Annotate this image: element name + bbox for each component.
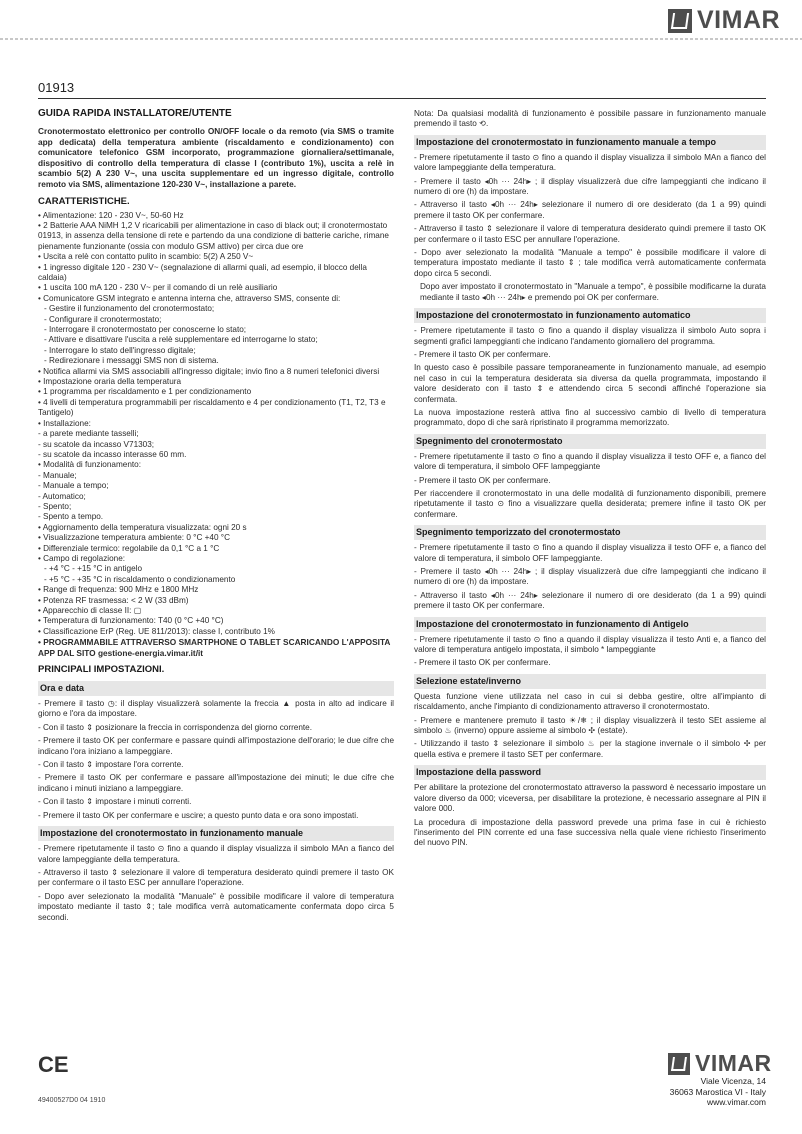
list-item: - Manuale a tempo;	[38, 481, 109, 491]
section-header-off: Spegnimento del cronotermostato	[414, 434, 766, 449]
section-text: - Premere il tasto OK per confermare e passare all'impostazione dei minuti; le due cifre che indicano i minuti iniziano a lampeggiare.	[38, 773, 394, 793]
list-item: - Spento;	[38, 501, 72, 511]
vimar-logo	[668, 6, 780, 35]
intro-paragraph: Cronotermostato elettronico per controllo ON/OFF locale o da remoto (via SMS o tramite app dedicata) della temperatura ambiente (riscaldamento e condizionamento) con comunicatore telefonico GSM incorporato, programmazione giornaliera/settimanale, dispositivo di controllo della temperatura di classe I (contributo 1%), uscita a relè in scambio 5(2) A 230 V~, una uscita supplementare ed un ingresso digitale, controllo remoto via SMS, alimentazione 120-230 V~, installazione a parete.	[38, 126, 394, 189]
section-text: - Premere e mantenere premuto il tasto ☀/❄ ; il display visualizzerà il testo SEt assieme al simbolo ♨ (inverno) oppure assieme al simbolo ✣ (estate).	[414, 715, 766, 736]
section-text: - Attraverso il tasto ⇕ selezionare il valore di temperatura desiderato quindi premere il tasto OK per confermare o il tasto ESC per annullare l'operazione.	[38, 867, 394, 888]
section-text: - Premere il tasto OK per confermare.	[414, 658, 551, 668]
section-header-automatic: Impostazione del cronotermostato in funzionamento automatico	[414, 308, 766, 323]
list-item: • Uscita a relè con contatto pulito in scambio: 5(2) A 250 V~	[38, 252, 254, 262]
section-header-manual: Impostazione del cronotermostato in funzionamento manuale	[38, 826, 394, 841]
list-item: - Interrogare il cronotermostato per conoscerne lo stato;	[44, 325, 247, 335]
section-header-manual-timed: Impostazione del cronotermostato in funzionamento manuale a tempo	[414, 135, 766, 150]
list-item: • Classificazione ErP (Reg. UE 811/2013): classe I, contributo 1%	[38, 626, 275, 636]
document-code: 01913	[38, 80, 75, 95]
website-link[interactable]: www.vimar.com	[706, 1097, 766, 1107]
list-item: - Interrogare lo stato dell'ingresso digitale;	[44, 345, 196, 355]
section-text: - Premere ripetutamente il tasto ⊙ fino a quando il display visualizza il simbolo MAn a fianco del valore lampeggiante della temperatura.	[414, 152, 766, 173]
app-note: • PROGRAMMABILE ATTRAVERSO SMARTPHONE O TABLET SCARICANDO L'APPOSITA APP DAL SITO gestione-energia.vimar.it/it	[38, 637, 391, 658]
section-text: - Con il tasto ⇕ impostare i minuti correnti.	[38, 797, 192, 807]
list-item: • Range di frequenza: 900 MHz e 1800 MHz	[38, 585, 199, 595]
list-item: • Temperatura di funzionamento: T40 (0 °C +40 °C)	[38, 616, 224, 626]
list-item: - a parete mediante tasselli;	[38, 429, 139, 439]
vimar-logo-footer	[668, 1050, 772, 1077]
list-item: • Notifica allarmi via SMS associabili all'ingresso digitale; invio fino a 8 numeri telefonici diversi	[38, 366, 380, 376]
list-item: • 1 programma per riscaldamento e 1 per condizionamento	[38, 387, 252, 397]
right-column	[414, 108, 766, 852]
characteristics-title: CARATTERISTICHE.	[38, 195, 130, 207]
section-text: - Dopo aver selezionato la modalità "Manuale a tempo" è possibile modificare il valore di temperatura impostato mediante il tasto ⇕ ; tale modifica verrà automaticamente confermata dopo circa 5 secondi.	[414, 248, 766, 278]
company-address	[670, 1076, 766, 1108]
section-text: - Con il tasto ⇕ posizionare la freccia in corrispondenza del giorno corrente.	[38, 722, 313, 732]
list-item: • Potenza RF trasmessa: < 2 W (33 dBm)	[38, 595, 189, 605]
list-item: • Alimentazione: 120 - 230 V~, 50-60 Hz	[38, 210, 184, 220]
section-text: - Premere il tasto ◷: il display visualizzerà solamente la freccia ▲ posta in alto ad indicare il giorno e l'ora da impostare.	[38, 699, 394, 719]
guide-title: GUIDA RAPIDA INSTALLATORE/UTENTE	[38, 108, 232, 119]
vimar-logo-icon	[668, 1053, 690, 1075]
list-item: • 1 ingresso digitale 120 - 230 V~ (segnalazione di allarmi quali, ad esempio, il blocco della caldaia)	[38, 262, 367, 282]
section-text: La nuova impostazione resterà attiva fino al successivo cambio di livello di temperatura programmato, dopo di che sarà ripristinato il programma memorizzato.	[414, 407, 766, 428]
note-text: Nota: Da qualsiasi modalità di funzionamento è possibile passare in funzionamento manuale premendo il tasto ⟲.	[414, 109, 766, 129]
vimar-logo-icon	[668, 9, 692, 33]
list-item: • Campo di regolazione:	[38, 553, 126, 563]
list-item: - Automatico;	[38, 491, 86, 501]
header-stripe	[0, 38, 802, 40]
section-header-timed-off: Spegnimento temporizzato del cronotermostato	[414, 525, 766, 540]
left-column	[38, 108, 394, 926]
list-item: • 1 uscita 100 mA 120 - 230 V~ per il comando di un relè ausiliario	[38, 283, 278, 293]
list-item: - Manuale;	[38, 470, 77, 480]
list-item: - Attivare e disattivare l'uscita a relè supplementare ed interrogarne lo stato;	[44, 335, 318, 345]
address-street: Viale Vicenza, 14	[700, 1076, 766, 1086]
list-item: • 4 livelli di temperatura programmabili per riscaldamento e 4 per condizionamento (T1, T2, T3 e Tantigelo)	[38, 397, 386, 418]
list-item: - +5 °C - +35 °C in riscaldamento o condizionamento	[44, 574, 236, 584]
list-item: • Impostazione oraria della temperatura	[38, 377, 182, 387]
page-header	[0, 0, 802, 40]
list-item: • Aggiornamento della temperatura visualizzata: ogni 20 s	[38, 522, 247, 532]
section-text: - Dopo aver selezionato la modalità "Manuale" è possibile modificare il valore di temperatura impostato mediante il tasto ⇕; tale modifica verrà automaticamente confermata dopo circa 5 secondi.	[38, 891, 394, 922]
characteristics-list	[38, 211, 394, 658]
section-text: Per abilitare la protezione del cronotermostato attraverso la password è necessario impostare un valore diverso da 000; viceversa, per disabilitare la protezione, è necessario assegnare al PIN il valore 000.	[414, 783, 766, 814]
list-item: - Gestire il funzionamento del cronotermostato;	[44, 304, 215, 314]
section-text: Per riaccendere il cronotermostato in una delle modalità di funzionamento disponibili, premere ripetutamente il tasto ⊙ fino a visualizzare quella desiderata; premere infine il tasto OK per confermare.	[414, 488, 766, 519]
document-reference: 49400527D0 04 1910	[38, 1097, 106, 1104]
list-item: • Apparecchio di classe II: ▢	[38, 606, 142, 615]
section-text: Dopo aver impostato il cronotermostato in "Manuale a tempo", è possibile modificarne la durata mediante il tasto ◂0h ··· 24h▸ e premendo poi OK per confermare.	[420, 282, 766, 302]
section-header-password: Impostazione della password	[414, 765, 766, 780]
section-text: - Premere ripetutamente il tasto ⊙ fino a quando il display visualizza il simbolo Auto sopra i segmenti grafici lampeggianti che indicano l'andamento giornaliero del programma.	[414, 326, 766, 346]
section-text: - Attraverso il tasto ◂0h ··· 24h▸ selezionare il numero di ore desiderato (da 1 a 99) quindi premere il tasto OK per confermare.	[414, 590, 766, 611]
list-item: • Modalità di funzionamento:	[38, 460, 141, 470]
header-divider	[38, 98, 766, 99]
section-text: - Premere il tasto OK per confermare e uscire; a questo punto data e ora sono impostati.	[38, 810, 359, 820]
list-item: - su scatole da incasso interasse 60 mm.	[38, 449, 187, 459]
list-item: - +4 °C - +15 °C in antigelo	[44, 564, 143, 574]
address-city: 36063 Marostica VI - Italy	[669, 1086, 766, 1097]
section-text: - Premere il tasto ◂0h ··· 24h▸ ; il display visualizzerà due cifre lampeggianti che indicano il numero di ore (h) da impostare.	[414, 176, 766, 197]
section-text: - Premere ripetutamente il tasto ⊙ fino a quando il display visualizza il testo OFF e, a fianco del valore di temperatura, il simbolo OFF lampeggiante	[414, 451, 766, 472]
list-item: • Visualizzazione temperatura ambiente: 0 °C +40 °C	[38, 533, 230, 543]
section-text: - Attraverso il tasto ◂0h ··· 24h▸ selezionare il numero di ore desiderato (da 1 a 99) quindi premere il tasto OK per confermare.	[414, 200, 766, 220]
brand-name-footer: VIMAR	[695, 1050, 772, 1076]
section-text: La procedura di impostazione della password prevede una prima fase in cui è richiesto l'inserimento del PIN corrente ed una fase successiva nella quale viene richiesto l'inserimento del nuovo PIN.	[414, 817, 766, 848]
section-text: In questo caso è possibile passare temporaneamente in funzionamento manuale, ad esempio nel caso in cui la temperatura desiderata sia diversa da quella programmata, impostando il valore desiderato con il tasto ⇕ e attendendo circa 5 secondi affinché l'operazione sia confermata.	[414, 363, 766, 404]
section-text: - Premere il tasto OK per confermare.	[414, 349, 551, 359]
list-item: - Spento a tempo.	[38, 512, 104, 522]
main-settings-title: PRINCIPALI IMPOSTAZIONI.	[38, 664, 165, 676]
list-item: • Comunicatore GSM integrato e antenna interna che, attraverso SMS, consente di:	[38, 293, 341, 303]
section-header-antifreeze: Impostazione del cronotermostato in funzionamento di Antigelo	[414, 617, 766, 632]
ce-mark: CE	[38, 1052, 69, 1077]
list-item: • Differenziale termico: regolabile da 0,1 °C a 1 °C	[38, 543, 220, 553]
section-text: - Premere ripetutamente il tasto ⊙ fino a quando il display visualizza il testo OFF e, a fianco del valore di temperatura, il simbolo OFF lampeggiante.	[414, 543, 766, 563]
section-header-season: Selezione estate/inverno	[414, 674, 766, 689]
list-item: - Configurare il cronotermostato;	[44, 314, 162, 324]
section-text: - Utilizzando il tasto ⇕ selezionare il simbolo ♨ per la stagione invernale o il simbolo ✣ per quella estiva e premere il tasto SET per confermare.	[414, 739, 766, 759]
section-text: Questa funzione viene utilizzata nel caso in cui si debba gestire, oltre all'impianto di riscaldamento, anche l'impianto di condizionamento attraverso il cronotermostato.	[414, 691, 766, 712]
list-item: - Redirezionare i messaggi SMS non di sistema.	[44, 356, 219, 366]
section-text: - Attraverso il tasto ⇕ selezionare il valore di temperatura desiderato quindi premere il tasto OK per confermare o il tasto ESC per annullare l'operazione.	[414, 224, 766, 244]
section-text: - Premere ripetutamente il tasto ⊙ fino a quando il display visualizza il simbolo MAn a fianco del valore lampeggiante della temperatura.	[38, 844, 394, 864]
section-text: - Con il tasto ⇕ impostare l'ora corrente.	[38, 760, 184, 770]
section-text: - Premere il tasto OK per confermare e passare quindi all'impostazione dell'orario; le due cifre che indicano l'ora iniziano a lampeggiare.	[38, 736, 394, 756]
list-item: • 2 Batterie AAA NiMH 1,2 V ricaricabili per alimentazione in caso di black out; il cronotermostato 01913, in assenza della tensione di rete e partendo da una condizione di batterie cariche, rimane pienamente funzionante (ossia con modulo GSM attivo) per circa due ore	[38, 220, 389, 251]
brand-name: VIMAR	[697, 6, 781, 34]
section-text: - Premere ripetutamente il tasto ⊙ fino a quando il display visualizza il testo Anti e, a fianco del valore di temperatura antigelo impostata, il simbolo * lampeggiante	[414, 634, 766, 655]
section-header-date-time: Ora e data	[38, 681, 394, 696]
section-text: - Premere il tasto ◂0h ··· 24h▸ ; il display visualizzerà due cifre lampeggianti che indicano il numero di ore (h) da impostare.	[414, 567, 766, 587]
section-text: - Premere il tasto OK per confermare.	[414, 475, 551, 485]
list-item: • Installazione:	[38, 418, 91, 428]
list-item: - su scatole da incasso V71303;	[38, 439, 155, 449]
